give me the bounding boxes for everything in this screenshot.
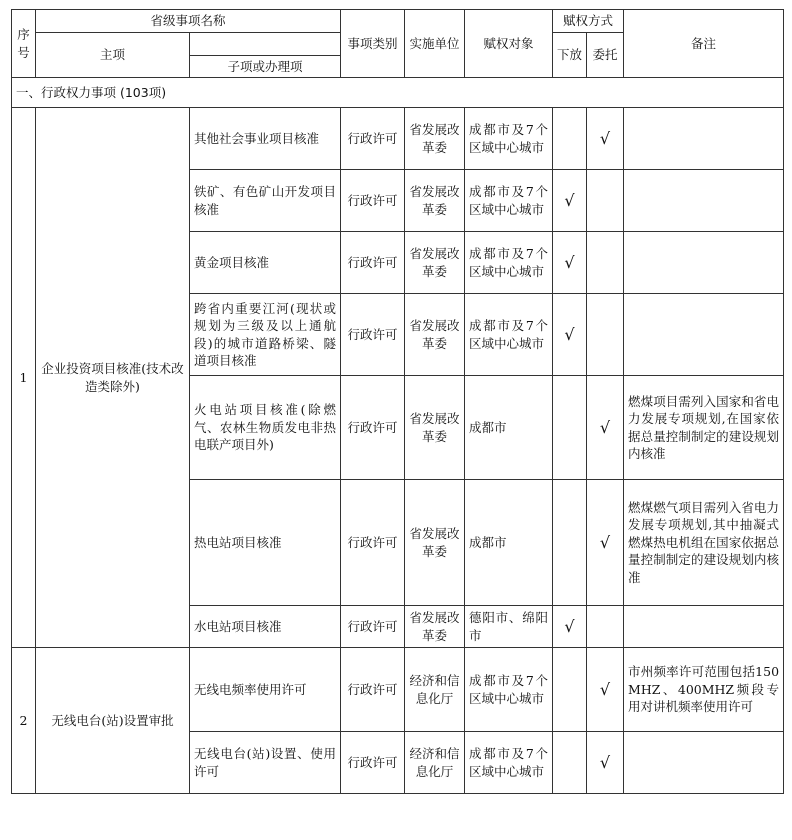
remarks-cell xyxy=(624,170,784,232)
devolve-check: √ xyxy=(553,232,587,294)
unit-cell: 经济和信息化厅 xyxy=(405,648,465,732)
category-cell: 行政许可 xyxy=(341,294,405,376)
category-cell: 行政许可 xyxy=(341,170,405,232)
entrust-check: √ xyxy=(587,376,624,480)
sub-item-cell: 水电站项目核准 xyxy=(190,606,341,648)
sub-item-cell: 无线电台(站)设置、使用许可 xyxy=(190,732,341,794)
devolve-check: √ xyxy=(553,170,587,232)
sub-item-cell: 热电站项目核准 xyxy=(190,480,341,606)
entrust-check xyxy=(587,606,624,648)
sub-item-cell: 黄金项目核准 xyxy=(190,232,341,294)
category-cell: 行政许可 xyxy=(341,108,405,170)
category-cell: 行政许可 xyxy=(341,480,405,606)
unit-cell: 省发展改革委 xyxy=(405,606,465,648)
unit-cell: 省发展改革委 xyxy=(405,170,465,232)
remarks-cell xyxy=(624,108,784,170)
header-item-name: 省级事项名称 xyxy=(36,10,341,33)
header-entrust: 委托 xyxy=(587,33,624,78)
target-cell: 成都市及7个区域中心城市 xyxy=(465,108,553,170)
header-method: 赋权方式 xyxy=(553,10,624,33)
header-category: 事项类别 xyxy=(341,10,405,78)
header-seq: 序号 xyxy=(12,10,36,78)
header-devolve: 下放 xyxy=(553,33,587,78)
remarks-cell xyxy=(624,232,784,294)
target-cell: 成都市及7个区域中心城市 xyxy=(465,294,553,376)
table-row xyxy=(12,648,784,732)
target-cell: 成都市及7个区域中心城市 xyxy=(465,170,553,232)
seq-cell: 1 xyxy=(12,108,36,648)
table-row xyxy=(12,108,784,170)
devolve-check xyxy=(553,376,587,480)
entrust-check: √ xyxy=(587,648,624,732)
remarks-cell: 市州频率许可范围包括150MHZ、400MHZ频段专用对讲机频率使用许可 xyxy=(624,648,784,732)
devolve-check xyxy=(553,648,587,732)
power-list-table xyxy=(11,9,784,794)
unit-cell: 经济和信息化厅 xyxy=(405,732,465,794)
remarks-cell xyxy=(624,294,784,376)
category-cell: 行政许可 xyxy=(341,376,405,480)
devolve-check xyxy=(553,732,587,794)
main-item-cell: 企业投资项目核准(技术改造类除外) xyxy=(36,108,190,648)
category-cell: 行政许可 xyxy=(341,606,405,648)
entrust-check: √ xyxy=(587,732,624,794)
unit-cell: 省发展改革委 xyxy=(405,232,465,294)
target-cell: 成都市及7个区域中心城市 xyxy=(465,648,553,732)
unit-cell: 省发展改革委 xyxy=(405,480,465,606)
header-unit: 实施单位 xyxy=(405,10,465,78)
target-cell: 成都市 xyxy=(465,480,553,606)
remarks-cell: 燃煤燃气项目需列入省电力发展专项规划,其中抽凝式燃煤热电机组在国家依据总量控制制定的建设规划内核准 xyxy=(624,480,784,606)
entrust-check: √ xyxy=(587,108,624,170)
unit-cell: 省发展改革委 xyxy=(405,376,465,480)
remarks-cell: 燃煤项目需列入国家和省电力发展专项规划,在国家依据总量控制制定的建设规划内核准 xyxy=(624,376,784,480)
unit-cell: 省发展改革委 xyxy=(405,108,465,170)
header-sub-item: 子项或办理项 xyxy=(190,56,341,78)
target-cell: 成都市及7个区域中心城市 xyxy=(465,232,553,294)
category-cell: 行政许可 xyxy=(341,732,405,794)
target-cell: 成都市及7个区域中心城市 xyxy=(465,732,553,794)
unit-cell: 省发展改革委 xyxy=(405,294,465,376)
remarks-cell xyxy=(624,732,784,794)
entrust-check xyxy=(587,170,624,232)
sub-item-cell: 无线电频率使用许可 xyxy=(190,648,341,732)
sub-item-cell: 火电站项目核准(除燃气、农林生物质发电非热电联产项目外) xyxy=(190,376,341,480)
section-title: 一、行政权力事项 (103项) xyxy=(12,78,784,108)
header-sub-spacer xyxy=(190,33,341,56)
header-remarks: 备注 xyxy=(624,10,784,78)
sub-item-cell: 其他社会事业项目核准 xyxy=(190,108,341,170)
devolve-check: √ xyxy=(553,294,587,376)
header-main-item: 主项 xyxy=(36,33,190,78)
entrust-check xyxy=(587,232,624,294)
category-cell: 行政许可 xyxy=(341,648,405,732)
sub-item-cell: 跨省内重要江河(现状或规划为三级及以上通航段)的城市道路桥梁、隧道项目核准 xyxy=(190,294,341,376)
sub-item-cell: 铁矿、有色矿山开发项目核准 xyxy=(190,170,341,232)
remarks-cell xyxy=(624,606,784,648)
target-cell: 德阳市、绵阳市 xyxy=(465,606,553,648)
seq-cell: 2 xyxy=(12,648,36,794)
target-cell: 成都市 xyxy=(465,376,553,480)
header-target: 赋权对象 xyxy=(465,10,553,78)
devolve-check xyxy=(553,480,587,606)
entrust-check: √ xyxy=(587,480,624,606)
category-cell: 行政许可 xyxy=(341,232,405,294)
entrust-check xyxy=(587,294,624,376)
main-item-cell: 无线电台(站)设置审批 xyxy=(36,648,190,794)
devolve-check: √ xyxy=(553,606,587,648)
devolve-check xyxy=(553,108,587,170)
